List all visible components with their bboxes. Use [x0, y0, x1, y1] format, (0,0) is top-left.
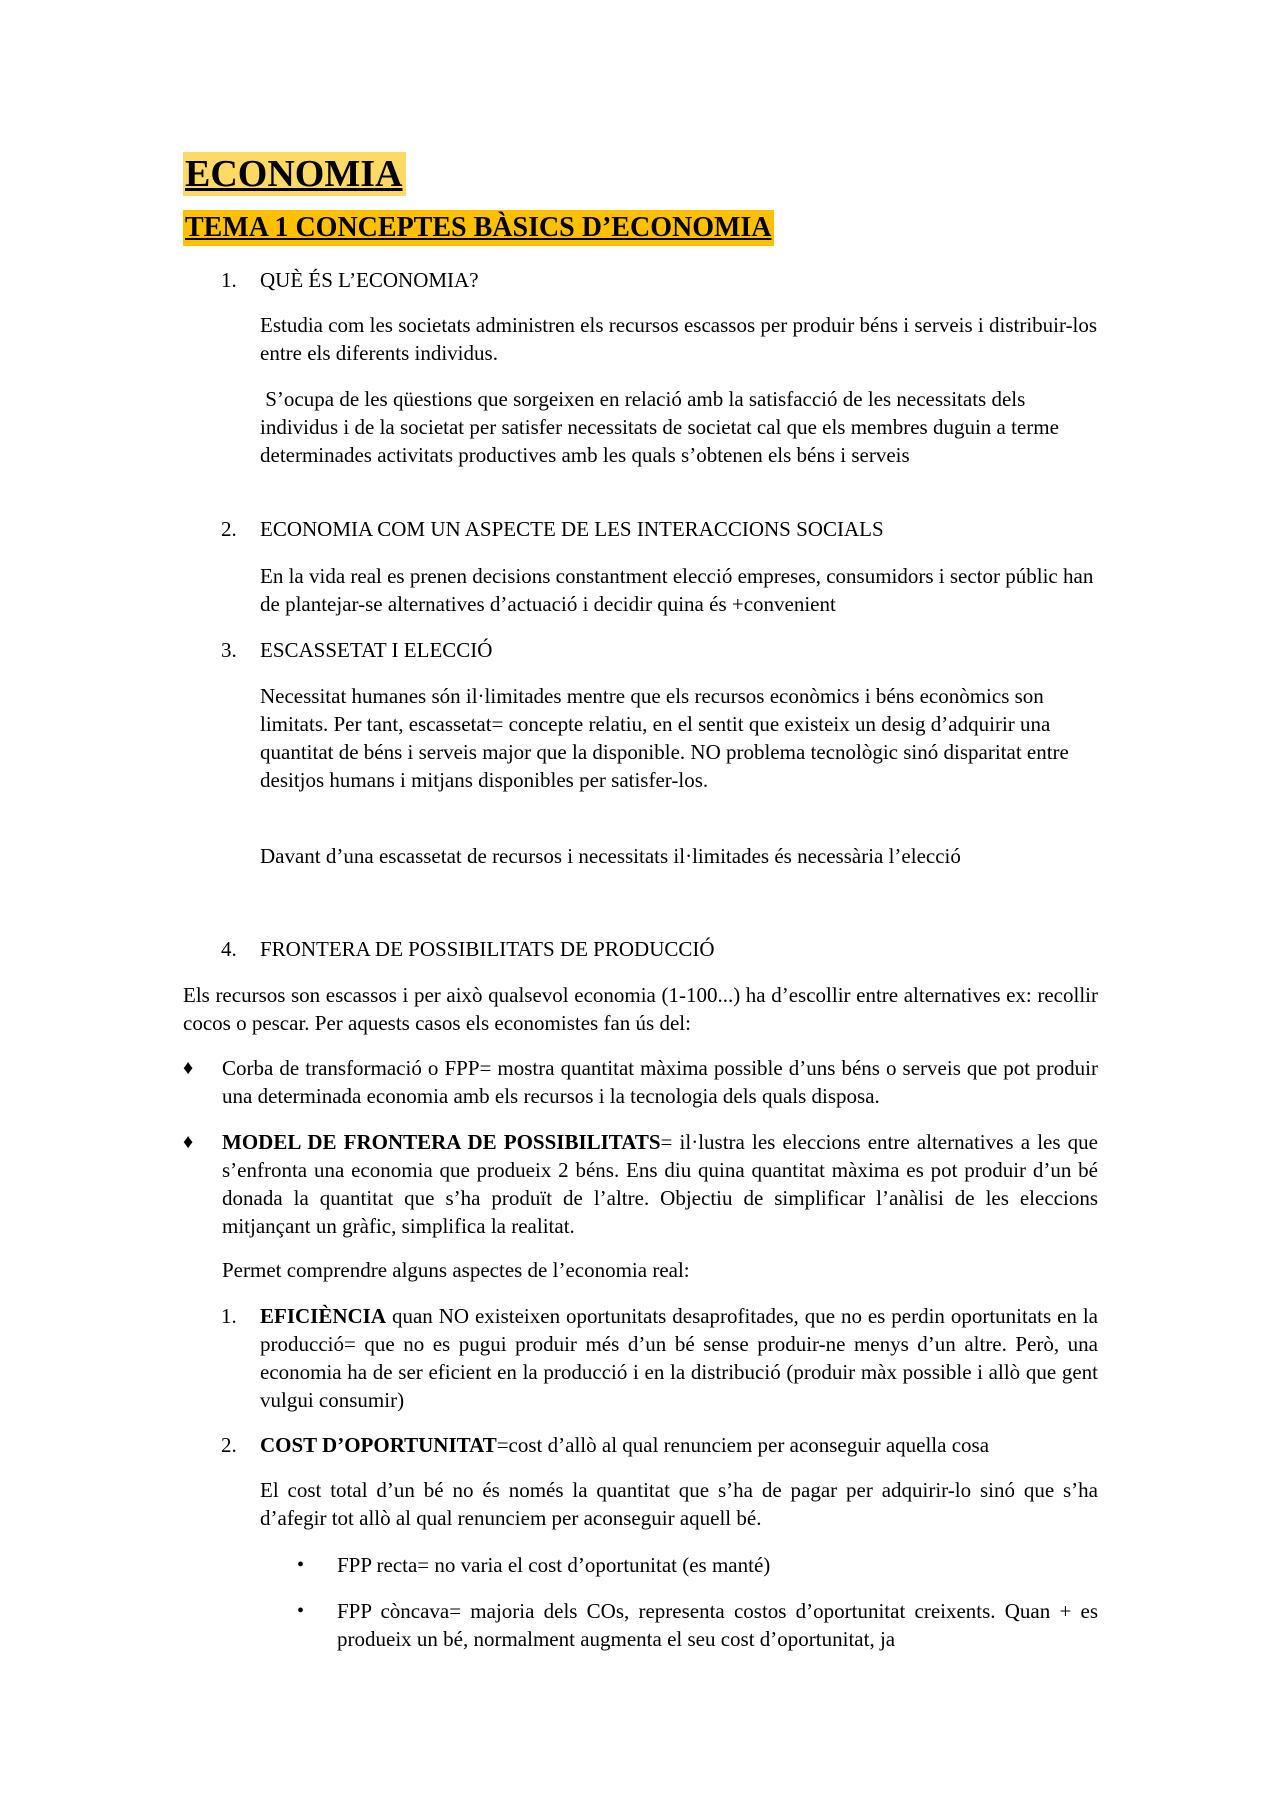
bullet-fpp-concava: FPP còncava= majoria dels COs, representa costos d’oportunitat creixents. Quan + es produeix un bé, normalment augmenta el seu cost d’oportunitat, ja — [337, 1599, 1098, 1651]
diamond-bullet-icon: ♦ — [183, 1131, 194, 1153]
document-subtitle: TEMA 1 CONCEPTES BÀSICS D’ECONOMIA — [183, 210, 774, 246]
section-2-heading: ECONOMIA COM UN ASPECTE DE LES INTERACCIONS SOCIALS — [260, 517, 884, 541]
section-3-number: 3. — [221, 638, 237, 662]
section-1-paragraph-2: S’ocupa de les qüestions que sorgeixen en relació amb la satisfacció de les necessitats dels individus i de la societat per satisfer necessitats de societat cal que els membres duguin a terme determinades activitats productives amb les quals s’obtenen els béns i serveis — [260, 387, 1065, 467]
sub-cost-oportunitat-bold: COST D’OPORTUNITAT — [260, 1433, 497, 1457]
section-3-paragraph-2: Davant d’una escassetat de recursos i necessitats il·limitades és necessària l’elecció — [260, 844, 961, 868]
sub-cost-oportunitat-text: =cost d’allò al qual renunciem per aconseguir aquella cosa — [496, 1433, 990, 1457]
section-4-intro: Els recursos son escassos i per això qualsevol economia (1-100...) ha d’escollir entre alternatives ex: recollir cocos o pescar. Per aquests casos els economistes fan ús del: — [183, 983, 1098, 1035]
section-4-number: 4. — [221, 937, 237, 961]
sub-1-number: 1. — [221, 1304, 237, 1328]
section-4-heading: FRONTERA DE POSSIBILITATS DE PRODUCCIÓ — [260, 937, 715, 961]
section-3-heading: ESCASSETAT I ELECCIÓ — [260, 638, 493, 662]
bullet-model-frontera-text: = il·lustra les eleccions entre alternatives a les que s’enfronta una economia que produeix 2 béns. Ens diu quina quantitat màxima es pot produir d’un bé donada la quantitat que s’ha produït de l’altre. Objectiu de simplificar l’anàlisi de les eleccions mitjançant un gràfic, simplifica la realitat. — [222, 1130, 1098, 1238]
section-3-paragraph-1: Necessitat humanes són il·limitades mentre que els recursos econòmics i béns econòmics son limitats. Per tant, escassetat= concepte relatiu, en el sentit que existeix un desig d’adquirir una quantitat de béns i serveis major que la disponible. NO problema tecnològic sinó disparitat entre desitjos humans i mitjans disponibles per satisfer-los. — [260, 684, 1069, 792]
section-1-heading: QUÈ ÉS L’ECONOMIA? — [260, 268, 479, 292]
bullet-model-frontera — [222, 1128, 1098, 1240]
dot-bullet-icon: • — [297, 1600, 305, 1622]
sub-2-number: 2. — [221, 1433, 237, 1457]
bullet-fpp: Corba de transformació o FPP= mostra quantitat màxima possible d’uns béns o serveis que pot produir una determinada economia amb els recursos i la tecnologia dels quals disposa. — [222, 1056, 1098, 1108]
sub-eficiencia-bold: EFICIÈNCIA — [260, 1304, 387, 1328]
section-2-number: 2. — [221, 517, 237, 541]
diamond-bullet-icon: ♦ — [183, 1057, 194, 1079]
permet-paragraph: Permet comprendre alguns aspectes de l’economia real: — [222, 1258, 690, 1282]
sub-eficiencia — [260, 1302, 1098, 1414]
document-title: ECONOMIA — [183, 152, 406, 196]
dot-bullet-icon: • — [297, 1554, 305, 1576]
sub-eficiencia-text: quan NO existeixen oportunitats desaprofitades, que no es perdin oportunitats en la producció= que no es pugui produir més d’un bé sense produir-ne menys d’un altre. Però, una economia ha de ser eficient en la producció i en la distribució (produir màx possible i allò que gent vulgui consumir) — [260, 1304, 1098, 1412]
section-2-paragraph-1: En la vida real es prenen decisions constantment elecció empreses, consumidors i sector públic han de plantejar-se alternatives d’actuació i decidir quina és +convenient — [260, 564, 1094, 616]
bullet-fpp-recta: FPP recta= no varia el cost d’oportunitat (es manté) — [337, 1553, 771, 1577]
section-1-number: 1. — [221, 268, 237, 292]
bullet-model-frontera-bold: MODEL DE FRONTERA DE POSSIBILITATS — [222, 1130, 661, 1154]
sub-cost-oportunitat — [260, 1431, 989, 1459]
sub-cost-paragraph: El cost total d’un bé no és només la quantitat que s’ha de pagar per adquirir-lo sinó que s’ha d’afegir tot allò al qual renunciem per aconseguir aquell bé. — [260, 1478, 1098, 1530]
section-1-paragraph-1: Estudia com les societats administren els recursos escassos per produir béns i serveis i distribuir-los entre els diferents individus. — [260, 313, 1098, 365]
